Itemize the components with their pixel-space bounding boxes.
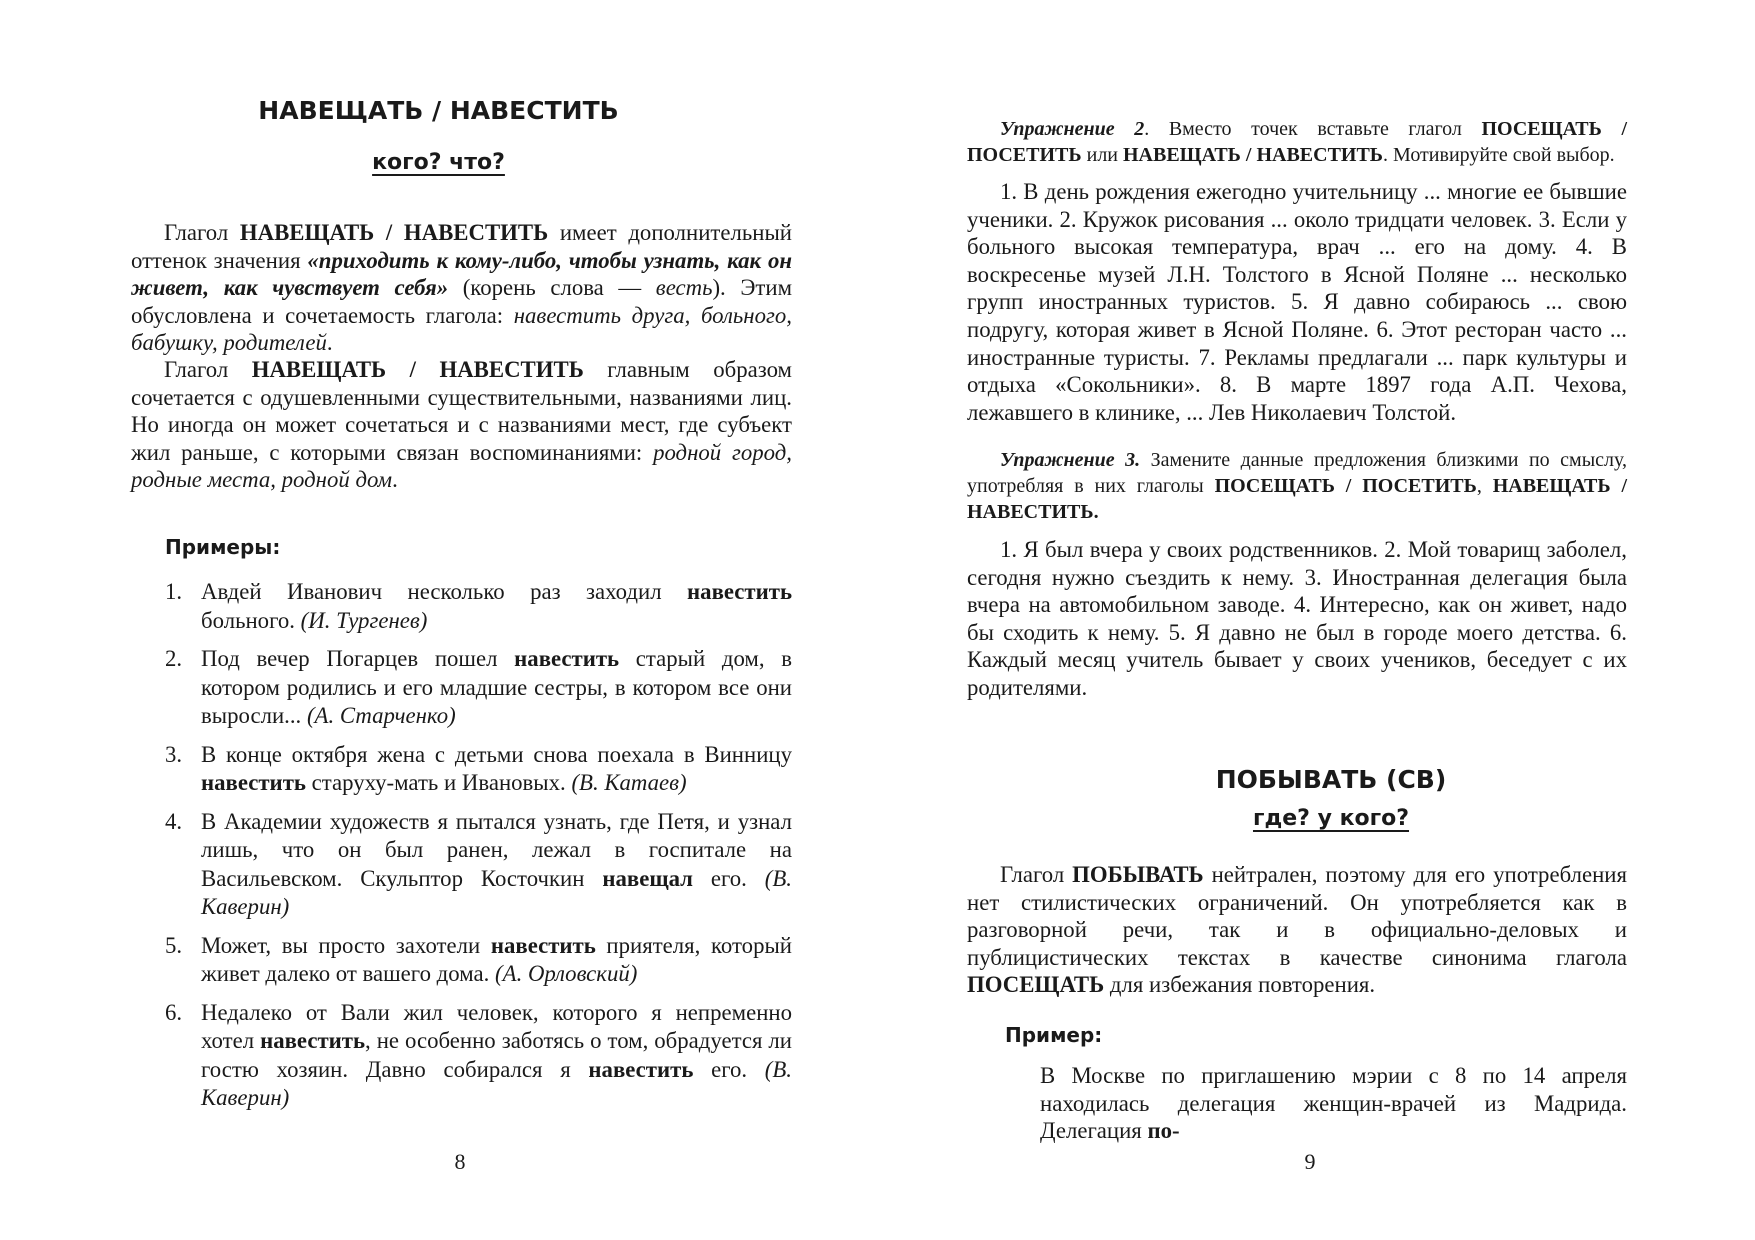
examples-list xyxy=(165,578,792,1123)
example-source: (В. Каверин) xyxy=(201,865,792,919)
example-text: В Москве по приглашению мэрии с 8 по 14 апреля находилась делегация женщин-врачей из Мадрида. Делегация по- xyxy=(1040,1063,1627,1144)
example-text: старуху-мать и Ивановых. xyxy=(305,770,572,795)
example-verb: навестить xyxy=(490,932,596,958)
right-page xyxy=(877,0,1755,1240)
exercise-2-instructions: Упражнение 2. Вместо точек вставьте глагол ПОСЕЩАТЬ / ПОСЕТИТЬ или НАВЕЩАТЬ / НАВЕСТИТЬ. Мотивируйте свой выбор. xyxy=(967,118,1628,166)
example-text: В конце октября жена с детьми снова поехала в Винницу xyxy=(201,741,792,767)
example-text: Под вечер Погарцев пошел xyxy=(201,646,515,671)
example-number: 2. xyxy=(165,646,183,671)
example-text: Недалеко от Вали жил человек, которого я непременно хотел xyxy=(201,999,792,1053)
example-text: В Академии художеств я пытался узнать, где Петя, и узнал лишь, что он был ранен, лежал в госпитале на Васильевском. Скульптор Косточкин xyxy=(201,808,792,891)
exercise-3-instructions: Упражнение 3. Замените данные предложения близкими по смыслу, употребляя в них глаголы ПОСЕЩАТЬ / ПОСЕТИТЬ, НАВЕЩАТЬ / НАВЕСТИТЬ. xyxy=(967,449,1628,523)
example-item xyxy=(165,999,792,1113)
example-verb: навестить xyxy=(588,1056,694,1082)
example-verb: навестить xyxy=(687,579,792,604)
example-verb: навещал xyxy=(602,865,693,891)
example-text: , не особенно заботясь о том, обрадуется ли гостю хозяин. Давно собирался я xyxy=(201,1028,792,1082)
example-item xyxy=(165,645,792,731)
left-page xyxy=(0,0,877,1240)
exercise-2-body: 1. В день рождения ежегодно учительницу ... многие ее бывшие ученики. 2. Кружок рисования ... около тридцати человек. 3. Если у больного высокая температура, врач ... его на дому. 4. В воскресенье музей Л.Н. Толстого в Ясной Поляне ... несколько групп иностранных туристов. 5. Я давно собираюсь ... свою подругу, которая живет в Ясной Поляне. 6. Этот ресторан часто ... иностранные туристы. 7. Рекламы предлагали ... парк культуры и отдыха «Сокольники». 8. В марте 1897 года А.П. Чехова, лежавшего в клинике, ... Лев Николаевич Толстой. xyxy=(967,179,1627,425)
example-heading: Пример: xyxy=(1005,1023,1103,1047)
page-number: 8 xyxy=(454,1149,466,1174)
example-text: его. xyxy=(692,865,765,891)
section-subtitle: где? у кого? xyxy=(1252,806,1410,831)
example-source: (А. Старченко) xyxy=(306,703,456,728)
example-number: 5. xyxy=(165,932,183,958)
page-number: 9 xyxy=(1304,1149,1316,1174)
intro-paragraph: Глагол НАВЕЩАТЬ / НАВЕСТИТЬ имеет дополнительный оттенок значения «приходить к кому-либо, чтобы узнать, как он живет, как чувствует себя» (корень слова — весть). Этим обусловлена и сочетаемость глагола: навестить друга, больного, бабушку, родителей. xyxy=(131,220,792,356)
exercise-3-body: 1. Я был вчера у своих родственников. 2. Мой товарищ заболел, сегодня нужно съездить к нему. 3. Иностранная делегация была вчера на автомобильном заводе. 4. Интересно, как он живет, надо бы сходить к нему. 5. Я давно не был в городе моего детства. 6. Каждый месяц учитель бывает у своих учеников, беседует с их родителями. xyxy=(967,537,1627,700)
pobyvat-paragraph: Глагол ПОБЫВАТЬ нейтрален, поэтому для его употребления нет стилистических ограничений. Он употребляется как в разговорной речи, так и в официально-деловых и публицистических текстах в качестве синонима глагола ПОСЕЩАТЬ для избежания повторения. xyxy=(967,862,1627,998)
example-number: 4. xyxy=(165,808,183,834)
example-source: (В. Каверин) xyxy=(201,1056,792,1110)
example-number: 1. xyxy=(165,579,183,604)
example-source: (В. Катаев) xyxy=(571,770,687,795)
example-item xyxy=(165,932,792,989)
example-verb: навестить xyxy=(514,646,620,671)
example-number: 3. xyxy=(165,741,183,767)
example-text: старый дом, в котором родились и его младшие сестры, в котором все они выросли... xyxy=(201,646,792,728)
examples-heading: Примеры: xyxy=(165,535,281,559)
example-text: больного. xyxy=(201,607,301,633)
example-item xyxy=(165,741,792,798)
page-title: НАВЕЩАТЬ / НАВЕСТИТЬ xyxy=(258,96,619,125)
example-item xyxy=(165,808,792,922)
page-subtitle: кого? что? xyxy=(372,150,505,175)
example-text: Авдей Иванович несколько раз заходил xyxy=(201,579,688,604)
example-text: его. xyxy=(693,1056,765,1082)
example-number: 6. xyxy=(165,999,183,1025)
example-text: Может, вы просто захотели xyxy=(201,932,491,958)
usage-paragraph: Глагол НАВЕЩАТЬ / НАВЕСТИТЬ главным образом сочетается с одушевленными существительными, названиями лиц. Но иногда он может сочетаться и с названиями мест, где субъект жил раньше, с которыми связан воспоминаниями: родной город, родные места, родной дом. xyxy=(131,357,792,493)
example-source: (А. Орловский) xyxy=(495,961,638,986)
example-item xyxy=(165,578,792,635)
example-text: приятеля, который живет далеко от вашего дома. xyxy=(201,932,792,986)
example-verb: навестить xyxy=(201,770,306,795)
section-title: ПОБЫВАТЬ (СВ) xyxy=(1215,765,1447,794)
example-source: (И. Тургенев) xyxy=(300,607,428,633)
example-verb: навестить xyxy=(260,1028,366,1053)
